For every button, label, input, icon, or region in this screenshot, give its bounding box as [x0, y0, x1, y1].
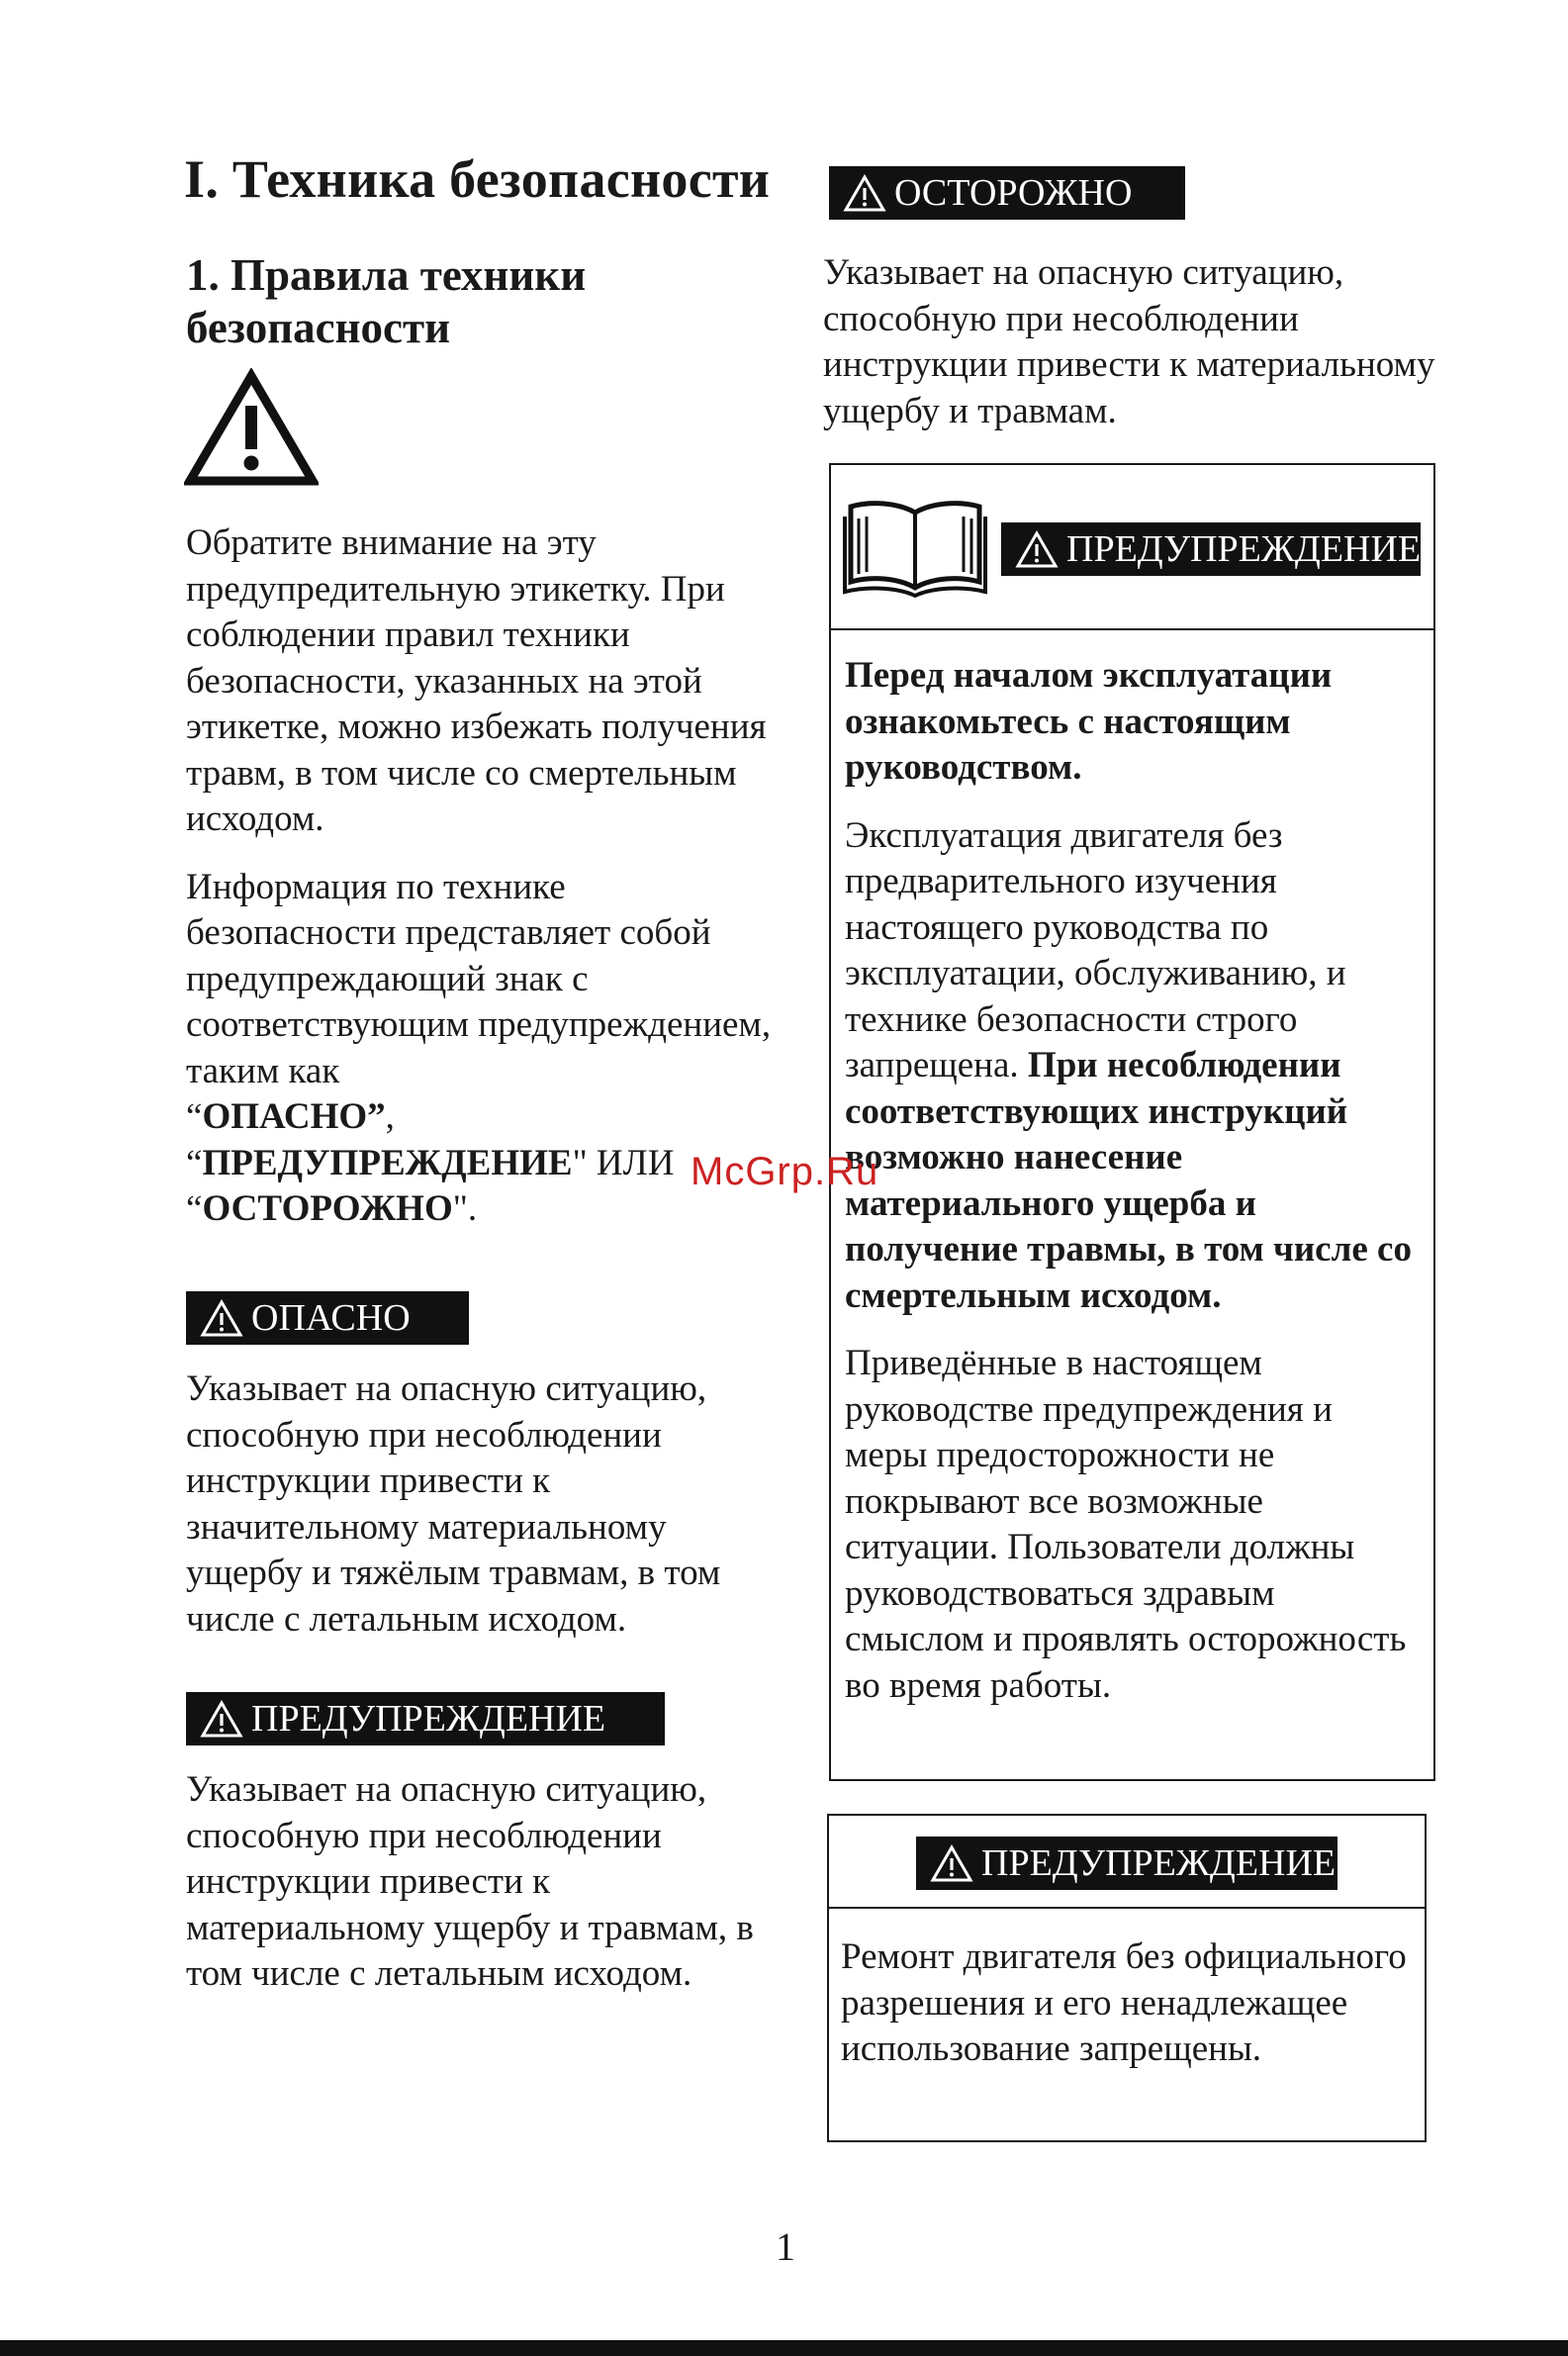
word-caution: ОСТОРОЖНО: [202, 1188, 453, 1229]
manual-p2-normal: Эксплуатация двигателя без предварительного изучения настоящего руководства по эксплуатации, обслуживанию, и технике безопасности строго запрещена.: [845, 814, 1346, 1085]
manual-box-content: [845, 653, 1419, 1709]
manual-p2-bold: При несоблюдении соответствующих инструкций возможно нанесение материального ущерба и получение травмы, в том числе со смертельным исходом.: [845, 1045, 1412, 1316]
warning-label-text: ПРЕДУПРЕЖДЕНИЕ: [251, 1698, 606, 1740]
danger-label-text: ОПАСНО: [251, 1297, 411, 1339]
separator-2: " ИЛИ: [572, 1142, 675, 1183]
manual-bold-intro: [845, 653, 1419, 792]
intro-text-1: Обратите внимание на эту предупредительную этикетку. При соблюдении правил техники безопасности, указанных на этой этикетке, можно избежать получения травм, в том числе со смертельным исходом.: [186, 522, 767, 839]
manual-warning-label: [1001, 522, 1421, 576]
manual-box-divider: [831, 628, 1433, 630]
repair-text: Ремонт двигателя без официального разрешения и его ненадлежащее использование запрещены.: [841, 1936, 1407, 2069]
separator-end: ".: [452, 1188, 478, 1229]
quote-open-1: “: [186, 1096, 203, 1137]
warning-text: Указывает на опасную ситуацию, способную при несоблюдении инструкции привести к материальному ущербу и травмам, в том числе с летальным исходом.: [186, 1769, 754, 1994]
page-number: 1: [776, 2224, 795, 2269]
manual-paragraph-3: Приведённые в настоящем руководстве предупреждения и меры предосторожности не покрывают все возможные ситуации. Пользователи должны руководствоваться здравым смыслом и проявлять осторожность во время работы.: [845, 1343, 1407, 1706]
section-title: I. Техника безопасности: [184, 149, 771, 209]
manual-paragraph-2: [845, 813, 1419, 1320]
manual-warning-icon: [1015, 529, 1059, 569]
caution-label: [829, 166, 1185, 220]
danger-label: [186, 1291, 469, 1345]
intro-paragraph: [186, 520, 780, 1233]
danger-text: Указывает на опасную ситуацию, способную при несоблюдении инструкции привести к значительному материальному ущербу и тяжёлым травмам, в том числе с летальным исходом.: [186, 1368, 721, 1640]
caution-warning-icon: [843, 173, 886, 213]
repair-warning-label-text: ПРЕДУПРЕЖДЕНИЕ: [981, 1842, 1337, 1884]
word-warning: ПРЕДУПРЕЖДЕНИЕ: [202, 1142, 573, 1183]
repair-box-divider: [829, 1907, 1425, 1909]
repair-warning-box: [827, 1814, 1427, 2142]
caution-text: Указывает на опасную ситуацию, способную при несоблюдении инструкции привести к материальному ущербу и травмам.: [823, 252, 1435, 431]
open-book-icon: [841, 495, 989, 598]
caution-label-text: ОСТОРОЖНО: [894, 172, 1133, 214]
danger-warning-icon: [200, 1298, 243, 1338]
separator-1: ,: [385, 1096, 395, 1137]
repair-warning-label: [916, 1837, 1337, 1890]
warning-warning-icon: [200, 1699, 243, 1739]
repair-warning-icon: [930, 1843, 973, 1883]
watermark: McGrp.Ru: [691, 1150, 879, 1193]
manual-bold-intro-text: Перед началом эксплуатации ознакомьтесь с настоящим руководством.: [845, 655, 1333, 788]
warning-label: [186, 1692, 665, 1745]
quote-open-2: “: [186, 1142, 203, 1183]
intro-text-2-body: Информация по технике безопасности представляет собой предупреждающий знак с соответствующим предупреждением, таким как: [186, 866, 772, 1091]
manual-warning-box: [829, 463, 1435, 1781]
quote-open-3: “: [186, 1188, 203, 1229]
large-warning-icon: [184, 368, 319, 489]
bottom-bar: [0, 2340, 1568, 2356]
subsection-title: 1. Правила техники безопасности: [186, 250, 587, 352]
manual-warning-label-text: ПРЕДУПРЕЖДЕНИЕ: [1066, 528, 1422, 570]
word-danger: ОПАСНО”: [202, 1096, 386, 1137]
